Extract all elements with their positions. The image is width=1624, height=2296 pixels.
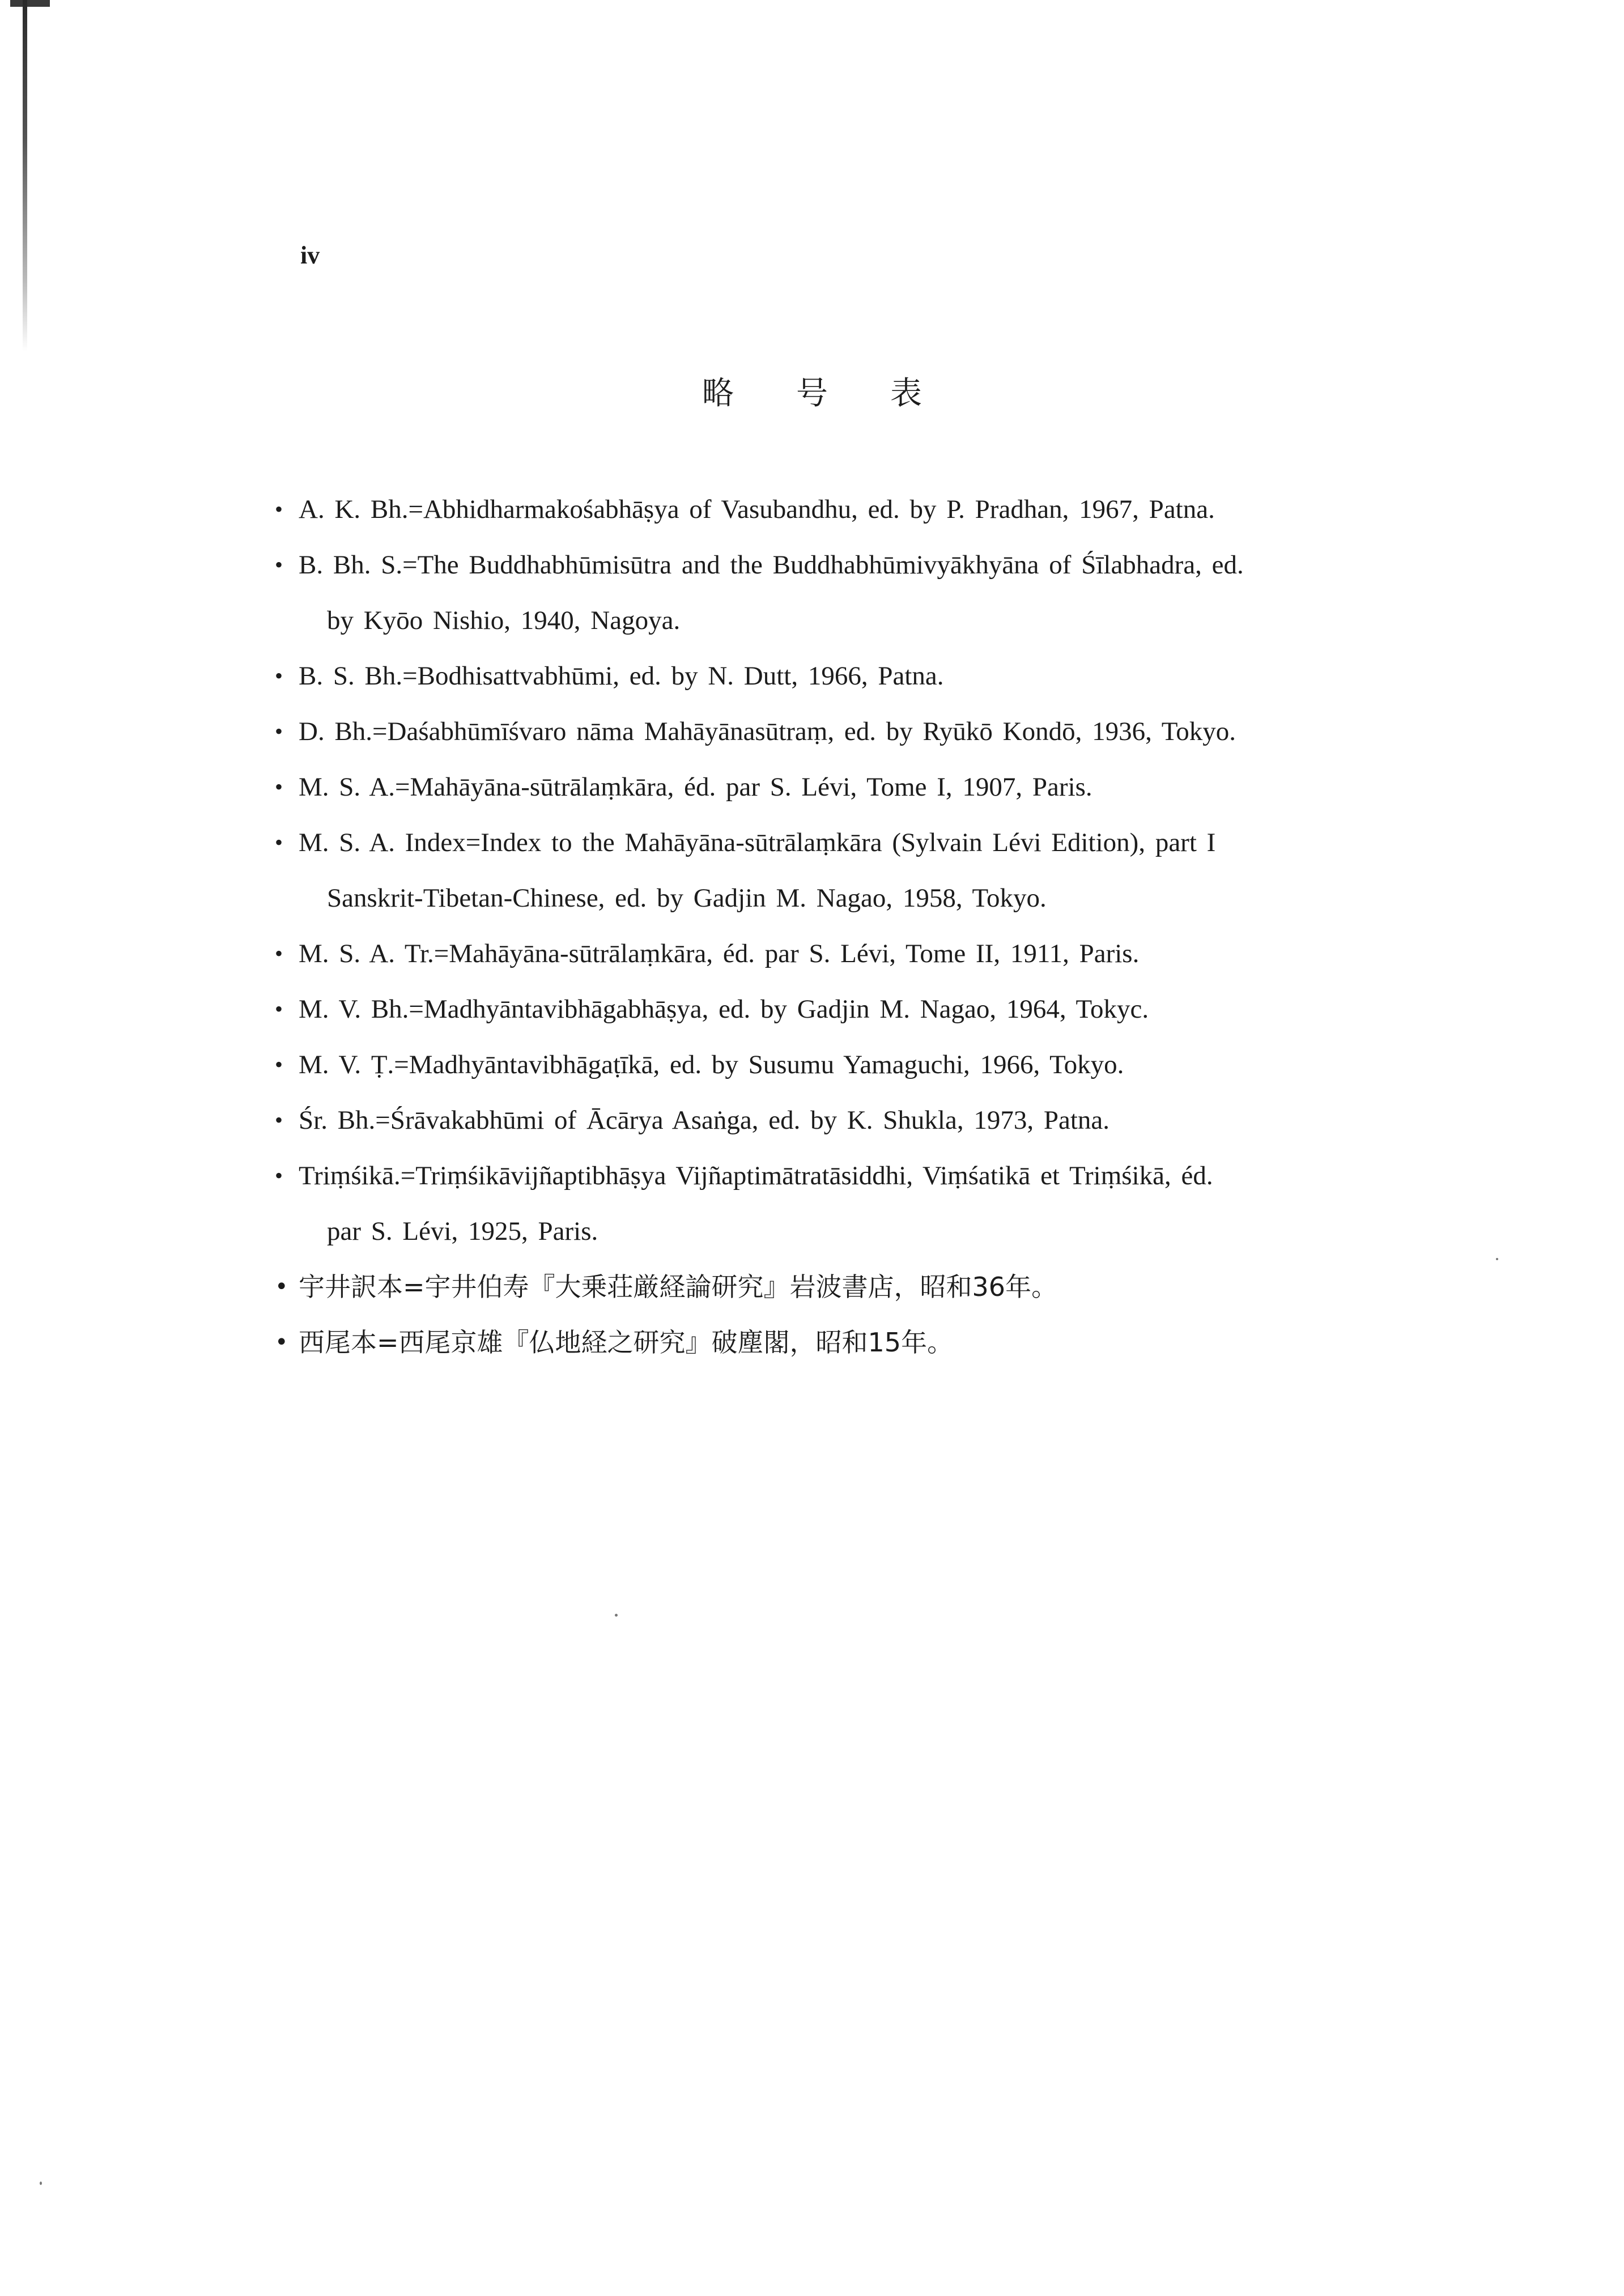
entry-text: B. S. Bh.=Bodhisattvabhūmi, ed. by N. Dutt, 1966, Patna. bbox=[299, 661, 944, 691]
bullet: • bbox=[275, 830, 283, 855]
list-item bbox=[275, 648, 1408, 704]
page-number: iv bbox=[300, 241, 320, 269]
entry-text: 宇井訳本=宇井伯寿『大乗荘厳経論研究』岩波書店，昭和36年。 bbox=[299, 1272, 1058, 1302]
scan-speck bbox=[40, 2182, 42, 2185]
list-item bbox=[275, 815, 1408, 926]
bullet: • bbox=[275, 941, 283, 966]
scan-speck bbox=[615, 1614, 618, 1617]
list-item bbox=[275, 1148, 1408, 1259]
bullet: • bbox=[275, 774, 283, 800]
bullet: • bbox=[275, 1329, 288, 1355]
list-item bbox=[275, 1259, 1408, 1315]
page-title: 略号表 bbox=[702, 375, 984, 412]
list-item bbox=[275, 1092, 1408, 1148]
list-item bbox=[275, 981, 1408, 1037]
bullet: • bbox=[275, 663, 283, 688]
list-item bbox=[275, 537, 1408, 648]
entry-text: Śr. Bh.=Śrāvakabhūmi of Ācārya Asaṅga, ed. by K. Shukla, 1973, Patna. bbox=[299, 1106, 1110, 1135]
list-item bbox=[275, 704, 1408, 759]
bullet: • bbox=[275, 1274, 288, 1300]
list-item bbox=[275, 1037, 1408, 1092]
entry-text: M. S. A. Index=Index to the Mahāyāna-sūtrālaṃkāra (Sylvain Lévi Edition), part I bbox=[299, 828, 1216, 857]
list-item bbox=[275, 482, 1408, 537]
list-item bbox=[275, 926, 1408, 981]
entry-text: M. S. A.=Mahāyāna-sūtrālaṃkāra, éd. par S. Lévi, Tome I, 1907, Paris. bbox=[299, 772, 1092, 802]
bullet: • bbox=[275, 1052, 283, 1077]
list-item bbox=[275, 759, 1408, 815]
entry-text: M. V. Bh.=Madhyāntavibhāgabhāṣya, ed. by Gadjin M. Nagao, 1964, Tokyc. bbox=[299, 994, 1149, 1024]
bullet: • bbox=[275, 1107, 283, 1133]
bullet: • bbox=[275, 496, 283, 522]
scan-edge bbox=[23, 0, 27, 351]
entry-text: B. Bh. S.=The Buddhabhūmisūtra and the Buddhabhūmivyākhyāna of Śīlabhadra, ed. bbox=[299, 550, 1244, 580]
bullet: • bbox=[275, 996, 283, 1022]
bullet: • bbox=[275, 1163, 283, 1188]
entry-text: M. S. A. Tr.=Mahāyāna-sūtrālaṃkāra, éd. par S. Lévi, Tome II, 1911, Paris. bbox=[299, 939, 1140, 968]
list-item bbox=[275, 1315, 1408, 1370]
entry-text: Triṃśikā.=Triṃśikāvijñaptibhāṣya Vijñaptimātratāsiddhi, Viṃśatikā et Triṃśikā, éd. bbox=[299, 1161, 1213, 1190]
entry-text: A. K. Bh.=Abhidharmakośabhāṣya of Vasubandhu, ed. by P. Pradhan, 1967, Patna. bbox=[299, 495, 1215, 524]
scan-speck bbox=[1496, 1258, 1498, 1260]
bullet: • bbox=[275, 552, 283, 577]
entry-continuation: Sanskrit-Tibetan-Chinese, ed. by Gadjin M. Nagao, 1958, Tokyo. bbox=[327, 883, 1047, 913]
entry-text: 西尾本=西尾京雄『仏地経之研究』破塵閣，昭和15年。 bbox=[299, 1327, 954, 1358]
entry-text: M. V. Ṭ.=Madhyāntavibhāgaṭīkā, ed. by Susumu Yamaguchi, 1966, Tokyo. bbox=[299, 1050, 1124, 1079]
scan-edge-top bbox=[10, 0, 50, 7]
entry-continuation: by Kyōo Nishio, 1940, Nagoya. bbox=[327, 606, 681, 635]
entry-text: D. Bh.=Daśabhūmīśvaro nāma Mahāyānasūtraṃ, ed. by Ryūkō Kondō, 1936, Tokyo. bbox=[299, 717, 1236, 746]
bullet: • bbox=[275, 718, 283, 744]
abbreviation-list bbox=[275, 482, 1408, 1370]
entry-continuation: par S. Lévi, 1925, Paris. bbox=[327, 1217, 598, 1246]
